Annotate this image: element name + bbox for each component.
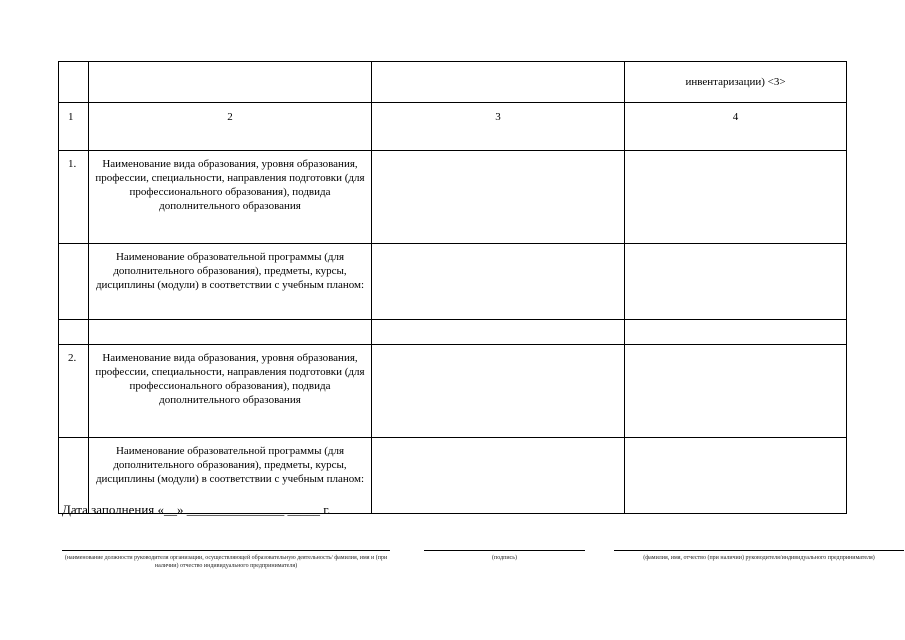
table-cell[interactable] [372,438,625,514]
signature-caption: (подпись) [424,550,585,562]
table-header-row [59,62,847,103]
col-number: 2 [89,103,372,151]
table-row [59,244,847,320]
table-cell[interactable] [89,320,372,345]
table-cell[interactable] [372,244,625,320]
row-number [59,244,89,320]
column-numbers-row [59,103,847,151]
table-cell [59,62,89,103]
col-number: 4 [625,103,847,151]
fill-date-line: Дата заполнения «__» _______________ _____ г. [62,502,331,517]
row-description: Наименование вида образования, уровня образования, профессии, специальности, направления подготовки (для профессионального образования), подвида дополнительного образования [89,151,372,244]
table-cell[interactable] [625,438,847,514]
row-description: Наименование образовательной программы (для дополнительного образования), предметы, курсы, дисциплины (модули) в соответствии с учебным планом: [89,438,372,514]
col-number: 3 [372,103,625,151]
table-cell[interactable] [372,320,625,345]
table-row [59,345,847,438]
table-cell[interactable] [625,244,847,320]
table-cell[interactable] [625,345,847,438]
table-row [59,151,847,244]
table-cell [59,320,89,345]
table-cell[interactable] [372,151,625,244]
row-description: Наименование вида образования, уровня образования, профессии, специальности, направления подготовки (для профессионального образования), подвида дополнительного образования [89,345,372,438]
name-signature-caption: (фамилия, имя, отчество (при наличии) руководителя/индивидуального предпринимателя) [614,550,904,562]
position-signature-caption: (наименование должности руководителя организации, осуществляющей образовательную деятельность/ фамилия, имя и (при наличии) отчество индивидуального предпринимателя) [62,550,390,570]
col-number: 1 [59,103,89,151]
table-cell[interactable] [372,345,625,438]
header-col4: инвентаризации) <3> [625,62,847,103]
table-row [59,320,847,345]
table-cell[interactable] [625,151,847,244]
row-number: 2. [59,345,89,438]
row-description: Наименование образовательной программы (для дополнительного образования), предметы, курсы, дисциплины (модули) в соответствии с учебным планом: [89,244,372,320]
row-number: 1. [59,151,89,244]
inventory-table [58,61,847,514]
table-cell[interactable] [625,320,847,345]
table-cell [89,62,372,103]
table-cell [372,62,625,103]
